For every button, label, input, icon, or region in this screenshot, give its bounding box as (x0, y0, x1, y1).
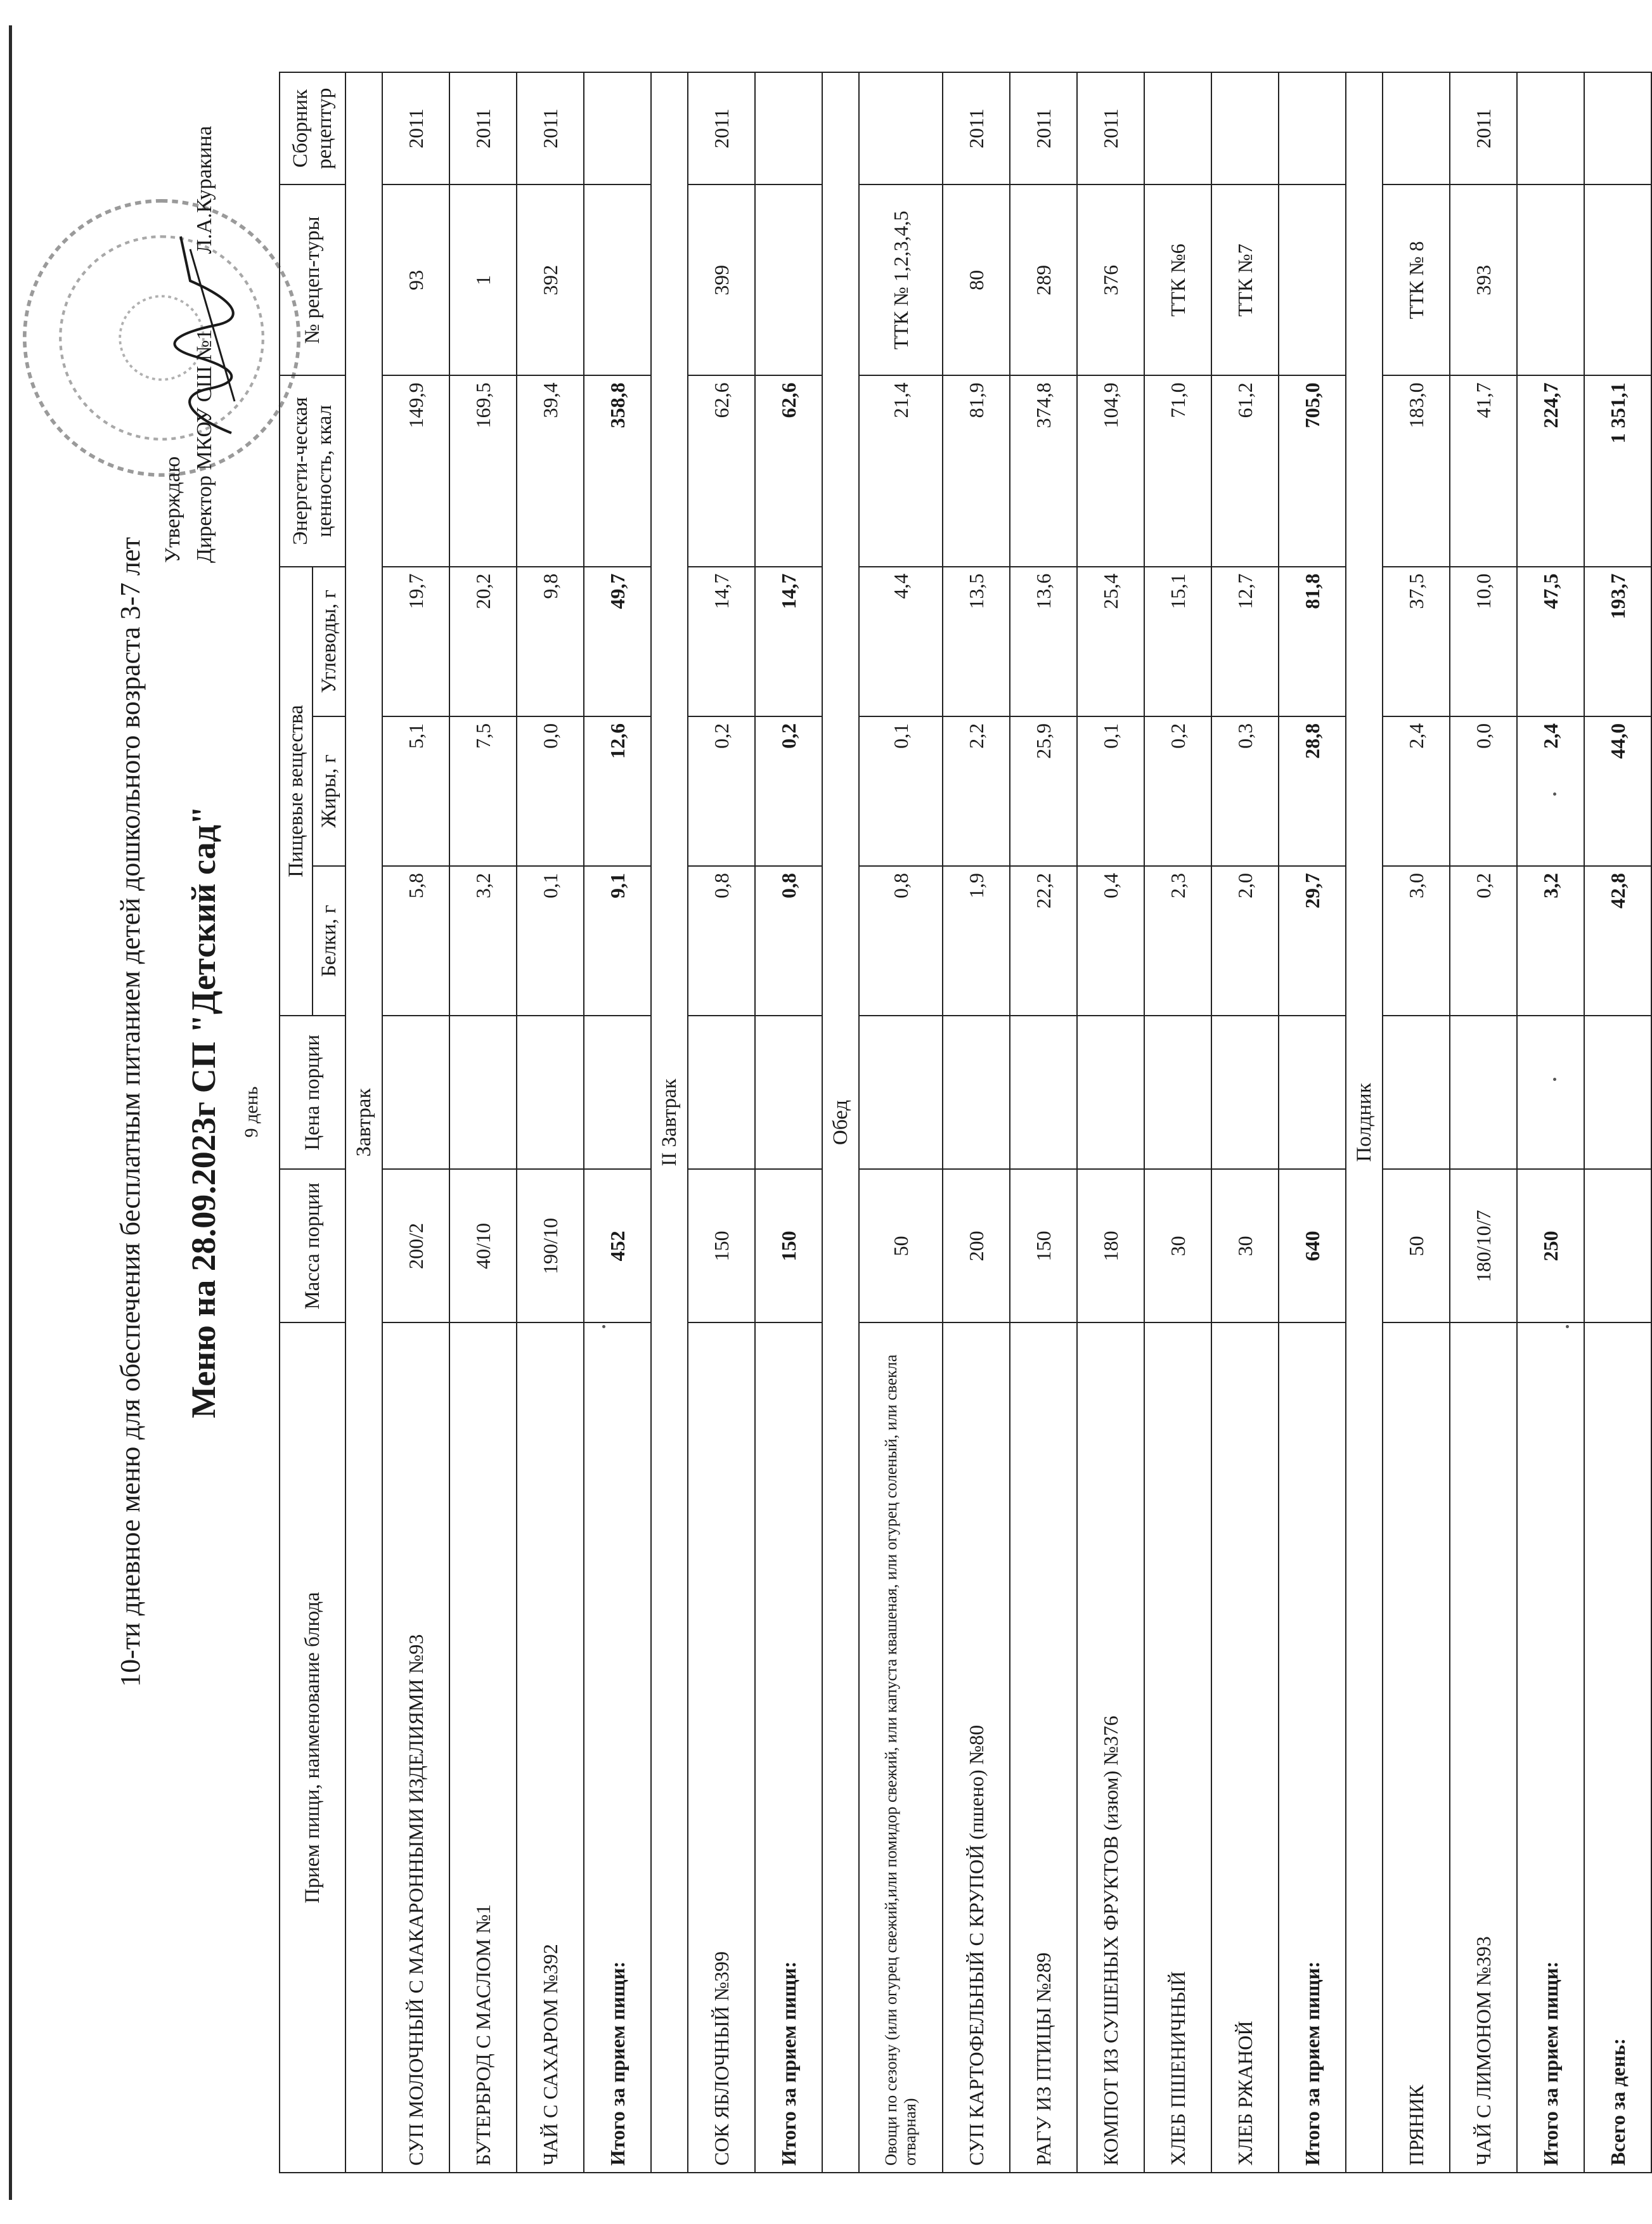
total-label: Итого за прием пищи: (584, 1322, 651, 2173)
table-row (1211, 72, 1279, 2173)
table-row (1010, 72, 1077, 2173)
total-row (584, 72, 651, 2173)
dish-collection (1383, 72, 1450, 184)
signer-name: Л.А.Куракина (193, 126, 216, 254)
dish-collection: 2011 (449, 72, 517, 184)
dish-recipe: 289 (1010, 184, 1077, 375)
total-mass: 452 (584, 1169, 651, 1322)
dish-fat: 2,2 (943, 716, 1010, 866)
dish-recipe: ТТК №6 (1144, 184, 1211, 375)
dish-price (1077, 1016, 1144, 1169)
dish-carbs: 37,5 (1383, 567, 1450, 716)
dish-protein: 1,9 (943, 866, 1010, 1016)
table-row (859, 72, 943, 2173)
dish-energy: 104,9 (1077, 375, 1144, 566)
dish-carbs: 13,6 (1010, 567, 1077, 716)
total-fat: 12,6 (584, 716, 651, 866)
total-energy: 705,0 (1279, 375, 1346, 566)
table-row (943, 72, 1010, 2173)
total-row (755, 72, 822, 2173)
col-energy: Энергети-ческая ценность, ккал (280, 375, 345, 566)
table-row (382, 72, 449, 2173)
grand-total-protein: 42,8 (1584, 866, 1651, 1016)
dish-collection: 2011 (688, 72, 755, 184)
total-row (1279, 72, 1346, 2173)
dish-protein: 2,3 (1144, 866, 1211, 1016)
dish-mass: 200/2 (382, 1169, 449, 1322)
section-title: II Завтрак (651, 72, 688, 2173)
col-collection: Сборник рецептур (280, 72, 345, 184)
dish-carbs: 12,7 (1211, 567, 1279, 716)
dish-protein: 22,2 (1010, 866, 1077, 1016)
col-nutrients: Пищевые вещества (280, 567, 313, 1016)
dish-energy: 41,7 (1450, 375, 1517, 566)
col-portion-mass: Масса порции (280, 1169, 345, 1322)
dish-collection (1144, 72, 1211, 184)
table-row (517, 72, 584, 2173)
col-fat: Жиры, г (313, 716, 345, 866)
total-fat: 28,8 (1279, 716, 1346, 866)
dish-mass: 40/10 (449, 1169, 517, 1322)
dish-collection: 2011 (1010, 72, 1077, 184)
dish-fat: 0,2 (688, 716, 755, 866)
dish-collection: 2011 (1450, 72, 1517, 184)
col-portion-price: Цена порции (280, 1016, 345, 1169)
dish-name: РАГУ ИЗ ПТИЦЫ №289 (1010, 1322, 1077, 2173)
dish-fat: 0,2 (1144, 716, 1211, 866)
total-energy: 358,8 (584, 375, 651, 566)
dish-energy: 149,9 (382, 375, 449, 566)
dish-mass: 30 (1144, 1169, 1211, 1322)
dish-collection (859, 72, 943, 184)
dish-carbs: 4,4 (859, 567, 943, 716)
total-carbs: 47,5 (1517, 567, 1584, 716)
dish-fat: 7,5 (449, 716, 517, 866)
dish-price (1383, 1016, 1450, 1169)
menu-day: 9 день (241, 1086, 262, 1138)
dish-energy: 71,0 (1144, 375, 1211, 566)
dish-carbs: 19,7 (382, 567, 449, 716)
dish-name: ЧАЙ С САХАРОМ №392 (517, 1322, 584, 2173)
dish-fat: 0,3 (1211, 716, 1279, 866)
total-energy: 62,6 (755, 375, 822, 566)
dish-name: ХЛЕБ РЖАНОЙ (1211, 1322, 1279, 2173)
dish-energy: 169,5 (449, 375, 517, 566)
total-label: Итого за прием пищи: (1279, 1322, 1346, 2173)
dish-collection: 2011 (382, 72, 449, 184)
dish-recipe: ТТК № 1,2,3,4,5 (859, 184, 943, 375)
dish-fat: 5,1 (382, 716, 449, 866)
dish-energy: 374,8 (1010, 375, 1077, 566)
dish-fat: 0,1 (859, 716, 943, 866)
dish-price (943, 1016, 1010, 1169)
table-row (688, 72, 755, 2173)
dish-carbs: 25,4 (1077, 567, 1144, 716)
dish-fat: 25,9 (1010, 716, 1077, 866)
dish-protein: 0,1 (517, 866, 584, 1016)
total-protein: 9,1 (584, 866, 651, 1016)
dish-fat: 0,0 (1450, 716, 1517, 866)
dish-price (382, 1016, 449, 1169)
grand-total-label: Всего за день: (1584, 1322, 1651, 2173)
dish-energy: 81,9 (943, 375, 1010, 566)
dish-energy: 21,4 (859, 375, 943, 566)
dish-energy: 39,4 (517, 375, 584, 566)
grand-total-row (1584, 72, 1651, 2173)
dish-mass: 180 (1077, 1169, 1144, 1322)
dish-recipe: 80 (943, 184, 1010, 375)
dish-protein: 3,0 (1383, 866, 1450, 1016)
dish-energy: 183,0 (1383, 375, 1450, 566)
menu-table (279, 72, 1652, 2173)
dish-collection: 2011 (1077, 72, 1144, 184)
grand-total-fat: 44,0 (1584, 716, 1651, 866)
table-row (449, 72, 517, 2173)
dish-recipe: 376 (1077, 184, 1144, 375)
dish-name: БУТЕРБРОД С МАСЛОМ №1 (449, 1322, 517, 2173)
grand-total-energy: 1 351,1 (1584, 375, 1651, 566)
total-mass: 640 (1279, 1169, 1346, 1322)
total-protein: 0,8 (755, 866, 822, 1016)
dish-protein: 0,4 (1077, 866, 1144, 1016)
total-carbs: 14,7 (755, 567, 822, 716)
dish-fat: 0,0 (517, 716, 584, 866)
dish-mass: 50 (859, 1169, 943, 1322)
dish-name: ХЛЕБ ПШЕНИЧНЫЙ (1144, 1322, 1211, 2173)
director-position: Директор МКОУ СШ №1 (193, 329, 216, 563)
total-energy: 224,7 (1517, 375, 1584, 566)
table-row (1144, 72, 1211, 2173)
dish-mass: 150 (688, 1169, 755, 1322)
total-label: Итого за прием пищи: (755, 1322, 822, 2173)
dish-protein: 0,2 (1450, 866, 1517, 1016)
total-carbs: 81,8 (1279, 567, 1346, 716)
dish-name: СОК ЯБЛОЧНЫЙ №399 (688, 1322, 755, 2173)
col-meal-name: Прием пищи, наименование блюда (280, 1322, 345, 2173)
dish-name: СУП МОЛОЧНЫЙ С МАКАРОННЫМИ ИЗДЕЛИЯМИ №93 (382, 1322, 449, 2173)
dish-recipe: 399 (688, 184, 755, 375)
grand-total-carbs: 193,7 (1584, 567, 1651, 716)
col-protein: Белки, г (313, 866, 345, 1016)
dish-price (1144, 1016, 1211, 1169)
dish-price (1010, 1016, 1077, 1169)
dish-carbs: 13,5 (943, 567, 1010, 716)
dish-recipe: 1 (449, 184, 517, 375)
dish-carbs: 9,8 (517, 567, 584, 716)
total-mass: 250 (1517, 1169, 1584, 1322)
dish-recipe: 93 (382, 184, 449, 375)
dish-mass: 190/10 (517, 1169, 584, 1322)
dish-mass: 180/10/7 (1450, 1169, 1517, 1322)
dish-name: ПРЯНИК (1383, 1322, 1450, 2173)
dish-recipe: 393 (1450, 184, 1517, 375)
dish-price (517, 1016, 584, 1169)
dish-protein: 3,2 (449, 866, 517, 1016)
dish-price (1450, 1016, 1517, 1169)
dish-energy: 61,2 (1211, 375, 1279, 566)
dish-protein: 2,0 (1211, 866, 1279, 1016)
col-carbs: Углеводы, г (313, 567, 345, 716)
total-carbs: 49,7 (584, 567, 651, 716)
total-label: Итого за прием пищи: (1517, 1322, 1584, 2173)
dish-recipe: 392 (517, 184, 584, 375)
dish-carbs: 20,2 (449, 567, 517, 716)
table-row (1383, 72, 1450, 2173)
total-fat: 2,4 (1517, 716, 1584, 866)
dish-protein: 5,8 (382, 866, 449, 1016)
dish-collection (1211, 72, 1279, 184)
dish-mass: 200 (943, 1169, 1010, 1322)
dish-mass: 150 (1010, 1169, 1077, 1322)
dish-price (859, 1016, 943, 1169)
dish-collection: 2011 (517, 72, 584, 184)
section-title: Обед (822, 72, 859, 2173)
section-title: Полдник (1346, 72, 1383, 2173)
dish-price (1211, 1016, 1279, 1169)
dish-carbs: 15,1 (1144, 567, 1211, 716)
menu-subtitle: 10-ти дневное меню для обеспечения бесплатным питанием детей дошкольного возраста 3-7 лет (115, 537, 146, 1687)
dish-name: ЧАЙ С ЛИМОНОМ №393 (1450, 1322, 1517, 2173)
dish-protein: 0,8 (688, 866, 755, 1016)
total-fat: 0,2 (755, 716, 822, 866)
dish-recipe: ТТК № 8 (1383, 184, 1450, 375)
dish-energy: 62,6 (688, 375, 755, 566)
dish-mass: 30 (1211, 1169, 1279, 1322)
section-title: Завтрак (345, 72, 382, 2173)
dish-price (449, 1016, 517, 1169)
dish-price (688, 1016, 755, 1169)
table-row (1450, 72, 1517, 2173)
dish-name: Овощи по сезону (или огурец свежий,или помидор свежий, или капуста квашеная, или огурец соленый, или свекла отварная) (859, 1322, 943, 2173)
total-protein: 29,7 (1279, 866, 1346, 1016)
dish-recipe: ТТК №7 (1211, 184, 1279, 375)
table-row (1077, 72, 1144, 2173)
total-mass: 150 (755, 1169, 822, 1322)
dish-carbs: 10,0 (1450, 567, 1517, 716)
dish-name: КОМПОТ ИЗ СУШЕНЫХ ФРУКТОВ (изюм) №376 (1077, 1322, 1144, 2173)
dish-fat: 2,4 (1383, 716, 1450, 866)
col-recipe-no: № рецеп-туры (280, 184, 345, 375)
total-row (1517, 72, 1584, 2173)
dish-fat: 0,1 (1077, 716, 1144, 866)
dish-name: СУП КАРТОФЕЛЬНЫЙ С КРУПОЙ (пшено) №80 (943, 1322, 1010, 2173)
dish-carbs: 14,7 (688, 567, 755, 716)
total-protein: 3,2 (1517, 866, 1584, 1016)
approval-label: Утверждаю (161, 456, 184, 563)
dish-protein: 0,8 (859, 866, 943, 1016)
menu-title: Меню на 28.09.2023г СП "Детский сад" (184, 806, 223, 1418)
dish-collection: 2011 (943, 72, 1010, 184)
handwritten-signature (171, 230, 247, 439)
dish-mass: 50 (1383, 1169, 1450, 1322)
